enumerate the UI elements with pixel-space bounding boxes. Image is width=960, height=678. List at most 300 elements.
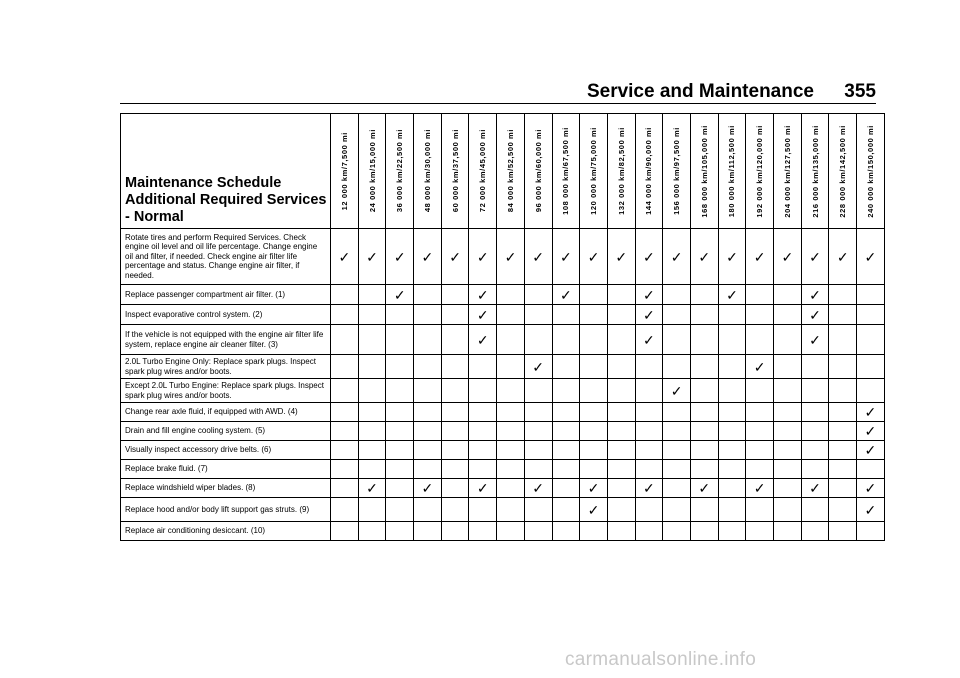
interval-label: 120 000 km/75,000 mi	[589, 127, 599, 215]
checkmark-icon: ✓	[469, 229, 497, 285]
empty-cell	[663, 325, 691, 355]
interval-header	[746, 114, 774, 229]
empty-cell	[746, 460, 774, 479]
empty-cell	[635, 441, 663, 460]
interval-header	[497, 114, 525, 229]
empty-cell	[358, 379, 386, 403]
empty-cell	[469, 522, 497, 541]
empty-cell	[524, 460, 552, 479]
empty-cell	[857, 522, 885, 541]
empty-cell	[801, 441, 829, 460]
empty-cell	[718, 479, 746, 498]
interval-header	[857, 114, 885, 229]
checkmark-icon: ✓	[524, 229, 552, 285]
empty-cell	[607, 441, 635, 460]
empty-cell	[801, 460, 829, 479]
empty-cell	[663, 422, 691, 441]
empty-cell	[774, 379, 802, 403]
interval-header	[331, 114, 359, 229]
table-row	[121, 498, 885, 522]
service-description: Replace windshield wiper blades. (8)	[121, 479, 331, 498]
interval-header	[801, 114, 829, 229]
empty-cell	[718, 403, 746, 422]
empty-cell	[801, 522, 829, 541]
empty-cell	[469, 379, 497, 403]
empty-cell	[552, 522, 580, 541]
empty-cell	[607, 460, 635, 479]
empty-cell	[663, 355, 691, 379]
empty-cell	[414, 403, 442, 422]
empty-cell	[580, 325, 608, 355]
checkmark-icon: ✓	[552, 285, 580, 305]
empty-cell	[414, 441, 442, 460]
interval-label: 216 000 km/135,000 mi	[810, 124, 820, 218]
empty-cell	[497, 285, 525, 305]
empty-cell	[774, 285, 802, 305]
empty-cell	[386, 479, 414, 498]
service-description: Replace brake fluid. (7)	[121, 460, 331, 479]
empty-cell	[801, 403, 829, 422]
empty-cell	[386, 498, 414, 522]
empty-cell	[358, 305, 386, 325]
checkmark-icon: ✓	[801, 479, 829, 498]
empty-cell	[607, 305, 635, 325]
checkmark-icon: ✓	[746, 355, 774, 379]
checkmark-icon: ✓	[358, 229, 386, 285]
empty-cell	[469, 403, 497, 422]
empty-cell	[718, 355, 746, 379]
empty-cell	[635, 498, 663, 522]
empty-cell	[829, 379, 857, 403]
interval-header	[552, 114, 580, 229]
checkmark-icon: ✓	[801, 325, 829, 355]
table-row	[121, 460, 885, 479]
service-description: Rotate tires and perform Required Services. Check engine oil level and oil life percentage. Change engine oil and filter, if needed. Check engine air filter life percentage and status. Change engine air filter, if needed.	[121, 229, 331, 285]
checkmark-icon: ✓	[746, 229, 774, 285]
checkmark-icon: ✓	[580, 229, 608, 285]
empty-cell	[386, 460, 414, 479]
table-row	[121, 479, 885, 498]
checkmark-icon: ✓	[580, 498, 608, 522]
empty-cell	[774, 498, 802, 522]
empty-cell	[718, 305, 746, 325]
interval-label: 180 000 km/112,500 mi	[727, 124, 737, 218]
empty-cell	[524, 522, 552, 541]
empty-cell	[774, 403, 802, 422]
empty-cell	[580, 522, 608, 541]
interval-header	[663, 114, 691, 229]
checkmark-icon: ✓	[718, 285, 746, 305]
empty-cell	[441, 355, 469, 379]
interval-header	[774, 114, 802, 229]
empty-cell	[414, 325, 442, 355]
empty-cell	[663, 460, 691, 479]
interval-header	[386, 114, 414, 229]
empty-cell	[441, 441, 469, 460]
empty-cell	[524, 498, 552, 522]
empty-cell	[774, 522, 802, 541]
empty-cell	[690, 441, 718, 460]
empty-cell	[497, 403, 525, 422]
empty-cell	[635, 522, 663, 541]
empty-cell	[857, 355, 885, 379]
empty-cell	[331, 479, 359, 498]
empty-cell	[580, 441, 608, 460]
empty-cell	[441, 305, 469, 325]
service-description: 2.0L Turbo Engine Only: Replace spark plugs. Inspect spark plug wires and/or boots.	[121, 355, 331, 379]
checkmark-icon: ✓	[414, 479, 442, 498]
empty-cell	[718, 522, 746, 541]
empty-cell	[552, 479, 580, 498]
interval-label: 72 000 km/45,000 mi	[478, 129, 488, 213]
checkmark-icon: ✓	[441, 229, 469, 285]
empty-cell	[469, 498, 497, 522]
checkmark-icon: ✓	[469, 285, 497, 305]
empty-cell	[857, 379, 885, 403]
empty-cell	[497, 479, 525, 498]
empty-cell	[746, 305, 774, 325]
empty-cell	[524, 441, 552, 460]
empty-cell	[497, 522, 525, 541]
empty-cell	[690, 355, 718, 379]
empty-cell	[829, 479, 857, 498]
empty-cell	[746, 498, 774, 522]
empty-cell	[441, 460, 469, 479]
empty-cell	[552, 441, 580, 460]
interval-label: 108 000 km/67,500 mi	[561, 127, 571, 215]
empty-cell	[414, 460, 442, 479]
empty-cell	[829, 460, 857, 479]
table-row	[121, 403, 885, 422]
checkmark-icon: ✓	[801, 229, 829, 285]
empty-cell	[552, 325, 580, 355]
interval-header	[414, 114, 442, 229]
empty-cell	[690, 460, 718, 479]
empty-cell	[552, 498, 580, 522]
empty-cell	[414, 305, 442, 325]
checkmark-icon: ✓	[857, 229, 885, 285]
checkmark-icon: ✓	[635, 479, 663, 498]
empty-cell	[663, 441, 691, 460]
interval-label: 84 000 km/52,500 mi	[505, 129, 515, 213]
interval-label: 156 000 km/97,500 mi	[672, 127, 682, 215]
empty-cell	[497, 305, 525, 325]
empty-cell	[635, 355, 663, 379]
table-row	[121, 229, 885, 285]
interval-label: 48 000 km/30,000 mi	[422, 129, 432, 213]
empty-cell	[552, 305, 580, 325]
checkmark-icon: ✓	[663, 379, 691, 403]
page-header	[0, 0, 960, 104]
interval-header	[635, 114, 663, 229]
empty-cell	[552, 355, 580, 379]
empty-cell	[690, 285, 718, 305]
empty-cell	[663, 522, 691, 541]
checkmark-icon: ✓	[857, 498, 885, 522]
empty-cell	[414, 355, 442, 379]
table-row	[121, 522, 885, 541]
empty-cell	[801, 422, 829, 441]
service-description: Replace passenger compartment air filter. (1)	[121, 285, 331, 305]
empty-cell	[497, 355, 525, 379]
interval-label: 12 000 km/7,500 mi	[339, 131, 349, 211]
empty-cell	[774, 441, 802, 460]
page-number: 355	[844, 81, 876, 102]
empty-cell	[441, 498, 469, 522]
empty-cell	[524, 325, 552, 355]
empty-cell	[607, 285, 635, 305]
header-rule	[120, 103, 876, 104]
empty-cell	[497, 460, 525, 479]
empty-cell	[414, 285, 442, 305]
checkmark-icon: ✓	[524, 355, 552, 379]
checkmark-icon: ✓	[414, 229, 442, 285]
empty-cell	[829, 441, 857, 460]
empty-cell	[607, 379, 635, 403]
empty-cell	[718, 422, 746, 441]
empty-cell	[331, 305, 359, 325]
interval-label: 60 000 km/37,500 mi	[450, 129, 460, 213]
empty-cell	[580, 379, 608, 403]
service-description: Drain and fill engine cooling system. (5)	[121, 422, 331, 441]
checkmark-icon: ✓	[635, 285, 663, 305]
checkmark-icon: ✓	[746, 479, 774, 498]
empty-cell	[580, 285, 608, 305]
service-description: Replace hood and/or body lift support gas struts. (9)	[121, 498, 331, 522]
empty-cell	[552, 379, 580, 403]
empty-cell	[469, 422, 497, 441]
empty-cell	[746, 285, 774, 305]
empty-cell	[497, 422, 525, 441]
checkmark-icon: ✓	[331, 229, 359, 285]
empty-cell	[774, 325, 802, 355]
empty-cell	[441, 325, 469, 355]
table-row	[121, 355, 885, 379]
table-row	[121, 285, 885, 305]
empty-cell	[746, 379, 774, 403]
empty-cell	[331, 422, 359, 441]
empty-cell	[552, 460, 580, 479]
table-title: Maintenance Schedule Additional Required Services - Normal	[121, 114, 331, 229]
empty-cell	[358, 285, 386, 305]
empty-cell	[552, 403, 580, 422]
interval-header	[829, 114, 857, 229]
table-row	[121, 325, 885, 355]
empty-cell	[358, 460, 386, 479]
empty-cell	[746, 441, 774, 460]
empty-cell	[690, 403, 718, 422]
empty-cell	[746, 403, 774, 422]
empty-cell	[386, 325, 414, 355]
checkmark-icon: ✓	[469, 305, 497, 325]
interval-label: 96 000 km/60,000 mi	[533, 129, 543, 213]
empty-cell	[663, 285, 691, 305]
empty-cell	[524, 422, 552, 441]
empty-cell	[663, 403, 691, 422]
interval-header	[524, 114, 552, 229]
checkmark-icon: ✓	[497, 229, 525, 285]
interval-label: 192 000 km/120,000 mi	[755, 124, 765, 218]
empty-cell	[497, 379, 525, 403]
empty-cell	[718, 498, 746, 522]
empty-cell	[746, 325, 774, 355]
empty-cell	[746, 422, 774, 441]
empty-cell	[469, 355, 497, 379]
empty-cell	[331, 441, 359, 460]
empty-cell	[524, 285, 552, 305]
empty-cell	[690, 422, 718, 441]
empty-cell	[801, 498, 829, 522]
empty-cell	[690, 379, 718, 403]
empty-cell	[358, 441, 386, 460]
empty-cell	[718, 441, 746, 460]
checkmark-icon: ✓	[358, 479, 386, 498]
interval-header	[718, 114, 746, 229]
checkmark-icon: ✓	[829, 229, 857, 285]
empty-cell	[580, 305, 608, 325]
table-row	[121, 379, 885, 403]
table-row	[121, 305, 885, 325]
checkmark-icon: ✓	[524, 479, 552, 498]
service-description: If the vehicle is not equipped with the engine air filter life system, replace engine air cleaner filter. (3)	[121, 325, 331, 355]
interval-header	[358, 114, 386, 229]
empty-cell	[607, 325, 635, 355]
empty-cell	[829, 498, 857, 522]
empty-cell	[718, 325, 746, 355]
empty-cell	[774, 355, 802, 379]
empty-cell	[607, 422, 635, 441]
empty-cell	[607, 355, 635, 379]
checkmark-icon: ✓	[607, 229, 635, 285]
interval-label: 204 000 km/127,500 mi	[782, 124, 792, 218]
checkmark-icon: ✓	[857, 479, 885, 498]
empty-cell	[829, 522, 857, 541]
empty-cell	[386, 379, 414, 403]
empty-cell	[358, 403, 386, 422]
empty-cell	[441, 403, 469, 422]
empty-cell	[386, 355, 414, 379]
empty-cell	[580, 403, 608, 422]
checkmark-icon: ✓	[690, 229, 718, 285]
empty-cell	[414, 422, 442, 441]
checkmark-icon: ✓	[635, 305, 663, 325]
empty-cell	[414, 379, 442, 403]
empty-cell	[331, 325, 359, 355]
empty-cell	[829, 422, 857, 441]
interval-header	[469, 114, 497, 229]
empty-cell	[746, 522, 774, 541]
table-row	[121, 422, 885, 441]
empty-cell	[663, 305, 691, 325]
empty-cell	[386, 422, 414, 441]
checkmark-icon: ✓	[774, 229, 802, 285]
empty-cell	[829, 355, 857, 379]
service-description: Change rear axle fluid, if equipped with AWD. (4)	[121, 403, 331, 422]
empty-cell	[607, 479, 635, 498]
empty-cell	[331, 522, 359, 541]
checkmark-icon: ✓	[801, 305, 829, 325]
empty-cell	[469, 460, 497, 479]
empty-cell	[552, 422, 580, 441]
empty-cell	[774, 305, 802, 325]
empty-cell	[774, 460, 802, 479]
empty-cell	[580, 422, 608, 441]
empty-cell	[524, 379, 552, 403]
empty-cell	[469, 441, 497, 460]
checkmark-icon: ✓	[469, 325, 497, 355]
service-description: Inspect evaporative control system. (2)	[121, 305, 331, 325]
empty-cell	[331, 379, 359, 403]
empty-cell	[801, 379, 829, 403]
interval-header	[580, 114, 608, 229]
interval-label: 24 000 km/15,000 mi	[367, 129, 377, 213]
empty-cell	[718, 379, 746, 403]
empty-cell	[331, 403, 359, 422]
empty-cell	[857, 305, 885, 325]
empty-cell	[690, 305, 718, 325]
empty-cell	[607, 498, 635, 522]
interval-label: 228 000 km/142,500 mi	[838, 124, 848, 218]
empty-cell	[331, 498, 359, 522]
watermark: carmanualsonline.info	[565, 649, 757, 670]
empty-cell	[358, 498, 386, 522]
empty-cell	[497, 441, 525, 460]
empty-cell	[829, 325, 857, 355]
empty-cell	[774, 479, 802, 498]
checkmark-icon: ✓	[469, 479, 497, 498]
empty-cell	[635, 379, 663, 403]
empty-cell	[358, 422, 386, 441]
empty-cell	[331, 285, 359, 305]
checkmark-icon: ✓	[663, 229, 691, 285]
checkmark-icon: ✓	[857, 422, 885, 441]
empty-cell	[801, 355, 829, 379]
empty-cell	[441, 422, 469, 441]
empty-cell	[386, 403, 414, 422]
empty-cell	[580, 355, 608, 379]
empty-cell	[718, 460, 746, 479]
maintenance-schedule-table	[120, 113, 885, 541]
empty-cell	[386, 441, 414, 460]
empty-cell	[857, 325, 885, 355]
empty-cell	[414, 522, 442, 541]
empty-cell	[857, 460, 885, 479]
checkmark-icon: ✓	[635, 229, 663, 285]
empty-cell	[386, 522, 414, 541]
empty-cell	[358, 355, 386, 379]
empty-cell	[774, 422, 802, 441]
empty-cell	[829, 403, 857, 422]
empty-cell	[663, 498, 691, 522]
interval-header	[690, 114, 718, 229]
empty-cell	[607, 522, 635, 541]
empty-cell	[635, 403, 663, 422]
empty-cell	[441, 479, 469, 498]
table-header-row	[121, 114, 885, 229]
empty-cell	[635, 460, 663, 479]
empty-cell	[580, 460, 608, 479]
empty-cell	[857, 285, 885, 305]
checkmark-icon: ✓	[386, 285, 414, 305]
empty-cell	[829, 285, 857, 305]
empty-cell	[497, 498, 525, 522]
checkmark-icon: ✓	[635, 325, 663, 355]
empty-cell	[690, 498, 718, 522]
interval-label: 132 000 km/82,500 mi	[616, 127, 626, 215]
checkmark-icon: ✓	[690, 479, 718, 498]
interval-label: 36 000 km/22,500 mi	[395, 129, 405, 213]
empty-cell	[441, 285, 469, 305]
